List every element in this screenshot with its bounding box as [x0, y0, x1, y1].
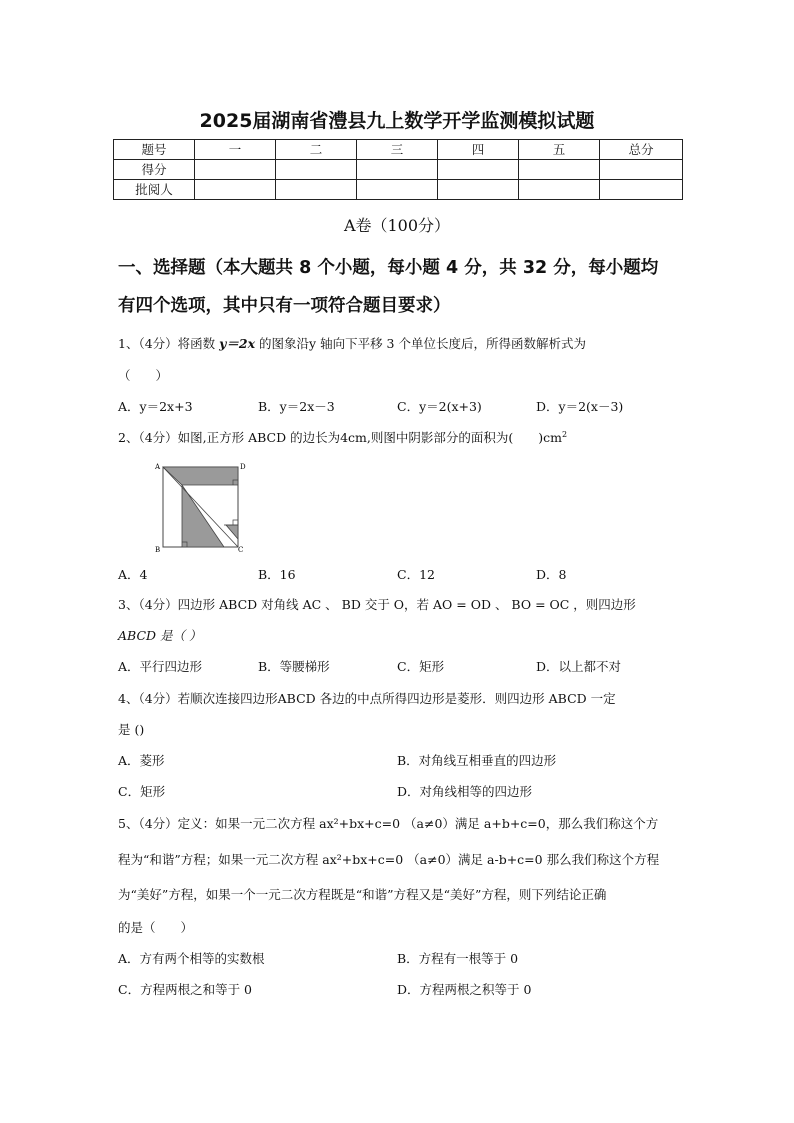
score-cell: [276, 160, 357, 180]
question-1-number: 1、（4分）将函数: [118, 336, 216, 351]
question-5-line1: 5、（4分）定义：如果一元二次方程 ax²+bx+c=0 （a≠0）满足 a+b+c=0，那么我们称这个方: [118, 816, 659, 831]
question-5-line4: 的是（ ）: [118, 920, 194, 935]
score-table-header: 五: [519, 140, 600, 160]
question-5-line3: 为“美好”方程，如果一个一元二次方程既是“和谐”方程又是“美好”方程，则下列结论正确: [118, 887, 607, 902]
shaded-region-small: [226, 525, 238, 539]
option-c: C．y＝2(x+3): [397, 399, 482, 414]
question-3-line2: ABCD 是（ ）: [118, 628, 202, 643]
score-table-header: 二: [276, 140, 357, 160]
vertex-label-d: D: [240, 463, 246, 471]
option-b: B．等腰梯形: [258, 659, 330, 674]
shaded-region-top: [163, 467, 238, 485]
score-cell: [438, 180, 519, 200]
score-row-label: 批阅人: [114, 180, 195, 200]
option-c: C．12: [397, 567, 435, 582]
score-cell: [438, 160, 519, 180]
score-cell: [357, 180, 438, 200]
option-d: D．8: [536, 567, 567, 582]
question-5-line2: 程为“和谐”方程；如果一元二次方程 ax²+bx+c=0 （a≠0）满足 a-b+c=0 那么我们称这个方程: [118, 852, 660, 867]
score-table-header: 题号: [114, 140, 195, 160]
option-b: B．方程有一根等于 0: [397, 951, 519, 966]
question-1-paren: （ ）: [118, 368, 169, 383]
option-d: D．y＝2(x－3): [536, 399, 624, 414]
option-a: A．平行四边形: [118, 659, 203, 674]
option-b: B．y＝2x－3: [258, 399, 335, 414]
option-c: C．方程两根之和等于 0: [118, 982, 252, 997]
score-cell: [519, 180, 600, 200]
option-d: D．以上都不对: [536, 659, 622, 674]
option-a: A．方有两个相等的实数根: [118, 951, 265, 966]
score-table: [113, 139, 683, 200]
score-cell: [195, 180, 276, 200]
question-1-line1: [118, 334, 586, 352]
score-table-header: 四: [438, 140, 519, 160]
option-b: B．对角线互相垂直的四边形: [397, 753, 557, 768]
score-cell: [195, 160, 276, 180]
question-2-body: 2、（4分）如图,正方形 ABCD 的边长为4cm,则图中阴影部分的面积为( )cm: [118, 430, 562, 445]
volume-label: A卷（100分）: [343, 216, 451, 235]
question-4-line2: 是 (): [118, 722, 145, 737]
option-a: A．4: [118, 567, 148, 582]
option-a: A．菱形: [118, 753, 165, 768]
score-cell: [600, 160, 683, 180]
option-d: D．方程两根之积等于 0: [397, 982, 532, 997]
score-cell: [519, 160, 600, 180]
score-table-header-row: [114, 140, 683, 160]
score-table-header: 总分: [600, 140, 683, 160]
vertex-label-a: A: [155, 463, 161, 471]
score-cell: [276, 180, 357, 200]
score-cell: [600, 180, 683, 200]
score-cell: [357, 160, 438, 180]
score-table-header: 一: [195, 140, 276, 160]
score-table-row: [114, 180, 683, 200]
question-2-text: [118, 428, 567, 446]
section-heading-line2: 有四个选项，其中只有一项符合题目要求）: [118, 296, 451, 316]
question-1-function: y＝2x: [219, 336, 256, 351]
page-title: 2025届湖南省澧县九上数学开学监测模拟试题: [199, 110, 595, 132]
square-figure: [154, 459, 246, 555]
vertex-label-c: C: [238, 546, 244, 554]
question-1-text: 的图象沿y 轴向下平移 3 个单位长度后，所得函数解析式为: [259, 336, 586, 351]
question-2-sup: 2: [562, 429, 568, 439]
option-c: C．矩形: [397, 659, 445, 674]
option-b: B．16: [258, 567, 296, 582]
right-angle-mark: [233, 520, 238, 525]
option-a: A．y＝2x+3: [118, 399, 193, 414]
score-table-row: [114, 160, 683, 180]
section-heading-line1: 一、选择题（本大题共 8 个小题，每小题 4 分，共 32 分，每小题均: [118, 258, 659, 278]
score-table-header: 三: [357, 140, 438, 160]
question-3-line1: 3、（4分）四边形 ABCD 对角线 AC 、 BD 交于 O，若 AO = OD 、 BO = OC ，则四边形: [118, 597, 636, 612]
score-row-label: 得分: [114, 160, 195, 180]
option-d: D．对角线相等的四边形: [397, 784, 533, 799]
option-c: C．矩形: [118, 784, 166, 799]
question-4-line1: 4、（4分）若顺次连接四边形ABCD 各边的中点所得四边形是菱形．则四边形 ABCD 一定: [118, 691, 616, 706]
vertex-label-b: B: [155, 546, 161, 554]
